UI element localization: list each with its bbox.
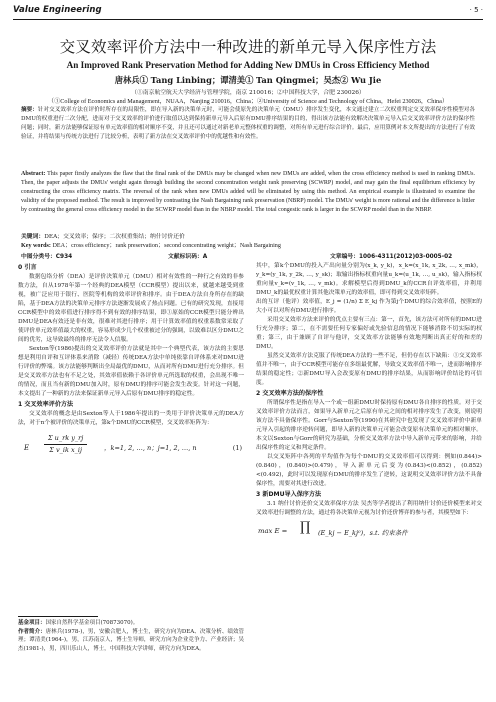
page-number: · 5 · bbox=[469, 6, 483, 14]
footnote bbox=[18, 619, 244, 653]
clc-number: 中图分类号：C934 bbox=[21, 254, 73, 260]
footnote-rule bbox=[18, 616, 98, 617]
section-heading-new-method: 3 新DMU导入保序方法 bbox=[256, 491, 322, 498]
paragraph: 出的互评（他评）效率值，E_j = (1/n) Σ E_kj 作为第j个DMU的综合效率值，按照E的大小可以对所有DMU进行排序。 bbox=[256, 299, 482, 314]
author-1-en: Tang Linbing bbox=[150, 75, 212, 85]
title-english: An Improved Rank Preservation Method for Adding New DMUs in Cross Efficiency Method bbox=[66, 60, 430, 70]
abstract-zh-label: 摘要： bbox=[21, 107, 38, 113]
abstract-en-label: Abstract: bbox=[21, 171, 46, 177]
keywords-chinese bbox=[21, 233, 475, 242]
equation-max: max E = bbox=[258, 527, 288, 535]
author-bio-note bbox=[18, 628, 244, 654]
article-number: 文章编号：1006-4311(2012)03-0005-02 bbox=[330, 254, 453, 260]
title-chinese: 交叉效率评价方法中一种改进的新单元导入保序性方法 bbox=[59, 38, 437, 56]
funding-note bbox=[18, 619, 244, 628]
author-1-zh: 唐林兵① bbox=[114, 75, 148, 85]
author-bio-text: 唐林兵(1978-)，男，安徽合肥人，博士生，研究方向为DEA、决策分析、绩效管理；谭清美(1964-)，男，江苏南京人，博士生导师，研究方向为企业竞争力、产业经济；吴杰(1981-)，男，四川乐山人，博士，中国科技大学讲师，研究方向为DEA。 bbox=[18, 628, 244, 652]
paragraph: 交叉效率的概念是由Sexton等人于1986年提出的一类用于评价决策单元的DEA方法，对于n个被评价的决策单元，第k个DMU的CCR模型，交叉效率矩阵为： bbox=[18, 411, 244, 426]
author-3-en: Wu Jie bbox=[350, 75, 382, 85]
paragraph: 其中，第k个DMU的投入产出向量分别为(x_k, y_k)，x_k=(x_1k, x_2k, …, x_mk)，y_k=(y_1k, y_2k, …, y_sk)；取输出指标权重向量u_k=(u_1k, …, u_sk)，输入指标权重向量v_k=(v_1k, …, v_mk)。求解模型后得到DMU_k的CCR自评效率值，并利用DMU_k的最优权重计算其他决策单元的效率值，即可得到交叉效率矩阵。 bbox=[256, 263, 482, 296]
section-heading-intro: 0 引言 bbox=[18, 264, 37, 271]
equation-range: ，k=1, 2, …, n；j=1, 2, …, n bbox=[104, 444, 197, 452]
equation-fraction bbox=[44, 433, 87, 456]
product-symbol: ∏ bbox=[300, 520, 311, 535]
abstract-english bbox=[21, 170, 475, 232]
abstract-chinese bbox=[21, 106, 475, 170]
right-column bbox=[256, 262, 482, 694]
paragraph: 采用交叉效率方法来评价的优点主要有三点：第一，首先，该方法可对所有的DMU进行充分排序；第二，在不需要任何专家偏好或先验信息的情况下能够消除不切实际的权重；第三，由于兼顾了自评与他评，交叉效率方法能够有效地判断出真正好的和差的DMU。 bbox=[256, 317, 482, 350]
affiliation-english: （①College of Economics and Management，NUAA，Nanjing 210016，China；②University of Science and Technology of China，Hefei 230026，China） bbox=[47, 98, 449, 105]
funding-label: 基金项目： bbox=[18, 620, 46, 626]
author-bio-label: 作者简介： bbox=[18, 628, 46, 635]
paragraph: Sexton等(1986)提出的交叉效率评价方法就是其中一个典型代表，该方法的主要思想是利用自评和互评体系来消除（减轻）传统DEA方法中单纯依靠自评体系来对DMU进行评价的弊端。该方法能够判断出全局最优的DMU，从而对所有DMU进行充分排序。但是交叉效率方法也有不足之处，其效率值依赖于各评价单元所选取的权重，会出现不唯一的情况，而且当有新的DMU加入时，原有DMU的排序可能会发生改变。针对这一问题，本文提出了一种新的方法来保证新单元导入后原有DMU排序的稳定性。 bbox=[18, 346, 244, 397]
paragraph: 以交叉矩阵中各列的平均值作为每个DMU的交叉效率值可以得到：例如(0.844)>(0.840)，(0.840)>(0.479)，导入新单元后变为(0.843)<(0.852)，(0.852)<(0.492)，此时可以发现原有DMU的排序发生了逆转，这说明交叉效率评价方法不具备保序性，需要对其进行改进。 bbox=[256, 454, 482, 487]
section-heading-rank-preservation: 2 交叉效率方法的保序性 bbox=[256, 390, 324, 397]
equation-product-terms: (E_kj − E_kj⁰)，s.t. 约束条件 bbox=[318, 529, 408, 537]
equation-1 bbox=[18, 431, 244, 471]
affiliation-chinese: （①南京航空航天大学经济与管理学院，南京 210016；②中国科技大学，合肥 230026） bbox=[131, 90, 365, 96]
author-2-zh: ；谭清美① bbox=[211, 75, 254, 85]
funding-text: 国家自然科学基金项目(70873070)。 bbox=[45, 620, 139, 626]
authors bbox=[0, 74, 496, 86]
keywords-en-text: DEA；cross efficiency；rank preservation；second concentrating weight；Nash Bargaining bbox=[52, 243, 281, 249]
keywords-english bbox=[21, 242, 475, 251]
equation-2 bbox=[256, 521, 482, 553]
header-rule bbox=[13, 19, 483, 20]
keywords-en-label: Key words: bbox=[21, 243, 51, 249]
left-column bbox=[18, 262, 244, 614]
section-heading-cross-efficiency: 1 交叉效率评价方法 bbox=[18, 401, 74, 408]
equation-lhs: E bbox=[24, 444, 30, 452]
fraction-denominator: Σ v_ik x_ij bbox=[44, 444, 87, 456]
abstract-zh-text: 针对交叉效率方法在评价时所存在的局限性，即在导入新的决策单元时，可能会使原先的决策单元（DMU）排序发生变化，本文通过建立二次权重判定交叉效率保序性模型对各DMU的权重进行二次分配，进而对于交叉效率的评价进行取值以达到保持新单元导入后原有DMU排序结果的目的，得出该方法能有效解决决策单元导入后交叉效率评价方法的保序性问题；同时，新方法能够保证原有单元效率值的相对顺序不变，并且还可以通过对新老单元整体权重的调整，对所有单元进行综合评价。最后，应用算例对本文所提出的方法进行了有效验证，并将结果与传统方法进行了比较分析，表明了新方法在交叉效率评价中的优越性和有效性。 bbox=[21, 107, 475, 140]
abstract-en-text: This paper firstly analyzes the flaw that the final rank of the DMUs may be changed when new DMUs are added, when the cross efficiency method is used in ranking DMUs. Then, the paper adjusts the DMUs' weight again through building the second concentration weight rank preserving (SCWRP) model, and may gain the final equilibrium efficiency by constructing the cross efficiency matrix. The reversal of the rank when new DMUs added will be eliminated by using this method. An empirical example is illustrated to examine the validity of the proposed method. The result is improved by contrasting the Nash Bargaining rank preservation (NBRP) model. The DMUs' weight is more rational and the difference is littler by contrasting the general cross efficiency model in the SCWRP model than in the NBRP model. The total congestic rank is larger in the SCWRP model than in the NBRP. bbox=[21, 171, 475, 213]
keywords-zh-label: 关键词： bbox=[21, 234, 45, 240]
paragraph: 数据包络分析（DEA）是评价决策单元（DMU）相对有效性的一种行之有效的非参数方法，自从1978年第一个经典的DEA模型（CCR模型）提出以来，就越来越受到重视，被广泛应用于银行、医院等机构的效率评价和排序。由于DEA方法自身所存在的缺陷，基于DEA方法的决策单元排序方法逐渐发展成了热点问题。已有的研究发现，直接用CCR模型中的效率值进行排序得不到有效的排序结果，即①原始的CCR模型只能分辨出DMU是DEA有效还是非有效，很难对其进行排序；用于计算效率值的权重系数常采取了使评价单元效率值最大的权重，容易形成少几个权重被过分的强调，以致难以区分DMU之间的优劣，这导致最终的排序无法令人信服。 bbox=[18, 274, 244, 343]
paragraph: 3.1 纳什讨价还价交叉效率保序方法 吴杰等学者提出了利用纳什讨价还价模型来对交叉效率进行调整的方法，通过将各决策单元视为讨价还价博弈的参与者，其模型如下： bbox=[256, 501, 482, 516]
keywords-zh-text: DEA；交叉效率；保序；二次权重集结；纳什讨价还价 bbox=[44, 234, 185, 240]
fraction-numerator: Σ u_rk y_rj bbox=[48, 434, 84, 442]
paragraph: 虽然交叉效率方法克服了传统DEA方法的一些不足，但仍存在以下缺陷：①交叉效率值并不唯一，由于CCR模型可能存在多组最优解，导致交叉效率值不唯一，进而影响排序结果的稳定性；②新DMU导入会改变原有DMU的排序结果，从而影响评价结论的可信度。 bbox=[256, 353, 482, 386]
journal-name: Value Engineering bbox=[13, 5, 102, 15]
author-3-zh: ；吴杰② bbox=[315, 75, 349, 85]
paragraph: 所谓保序性是指在导入一个或一组新DMU时保持原有DMU各自排序的性质。对于交叉效率评价方法而言，如果导入新单元之后原有单元之间的相对排序发生了改变，则说明该方法不具备保序性。Gorr与Sexton等(1990)在其研究中也发现了交叉效率评价中新单元导入引起的排序逆转问题，即导入新的决策单元可能会改变原有决策单元的相对顺序。本文以Sexton与Gorr的研究为基础，分析交叉效率方法中导入新单元带来的影响，并给出保序性的定义和判定条件。 bbox=[256, 400, 482, 451]
author-2-en: Tan Qingmei bbox=[256, 75, 316, 85]
equation-number: (1) bbox=[232, 444, 242, 452]
document-code: 文献标识码：A bbox=[168, 254, 208, 260]
